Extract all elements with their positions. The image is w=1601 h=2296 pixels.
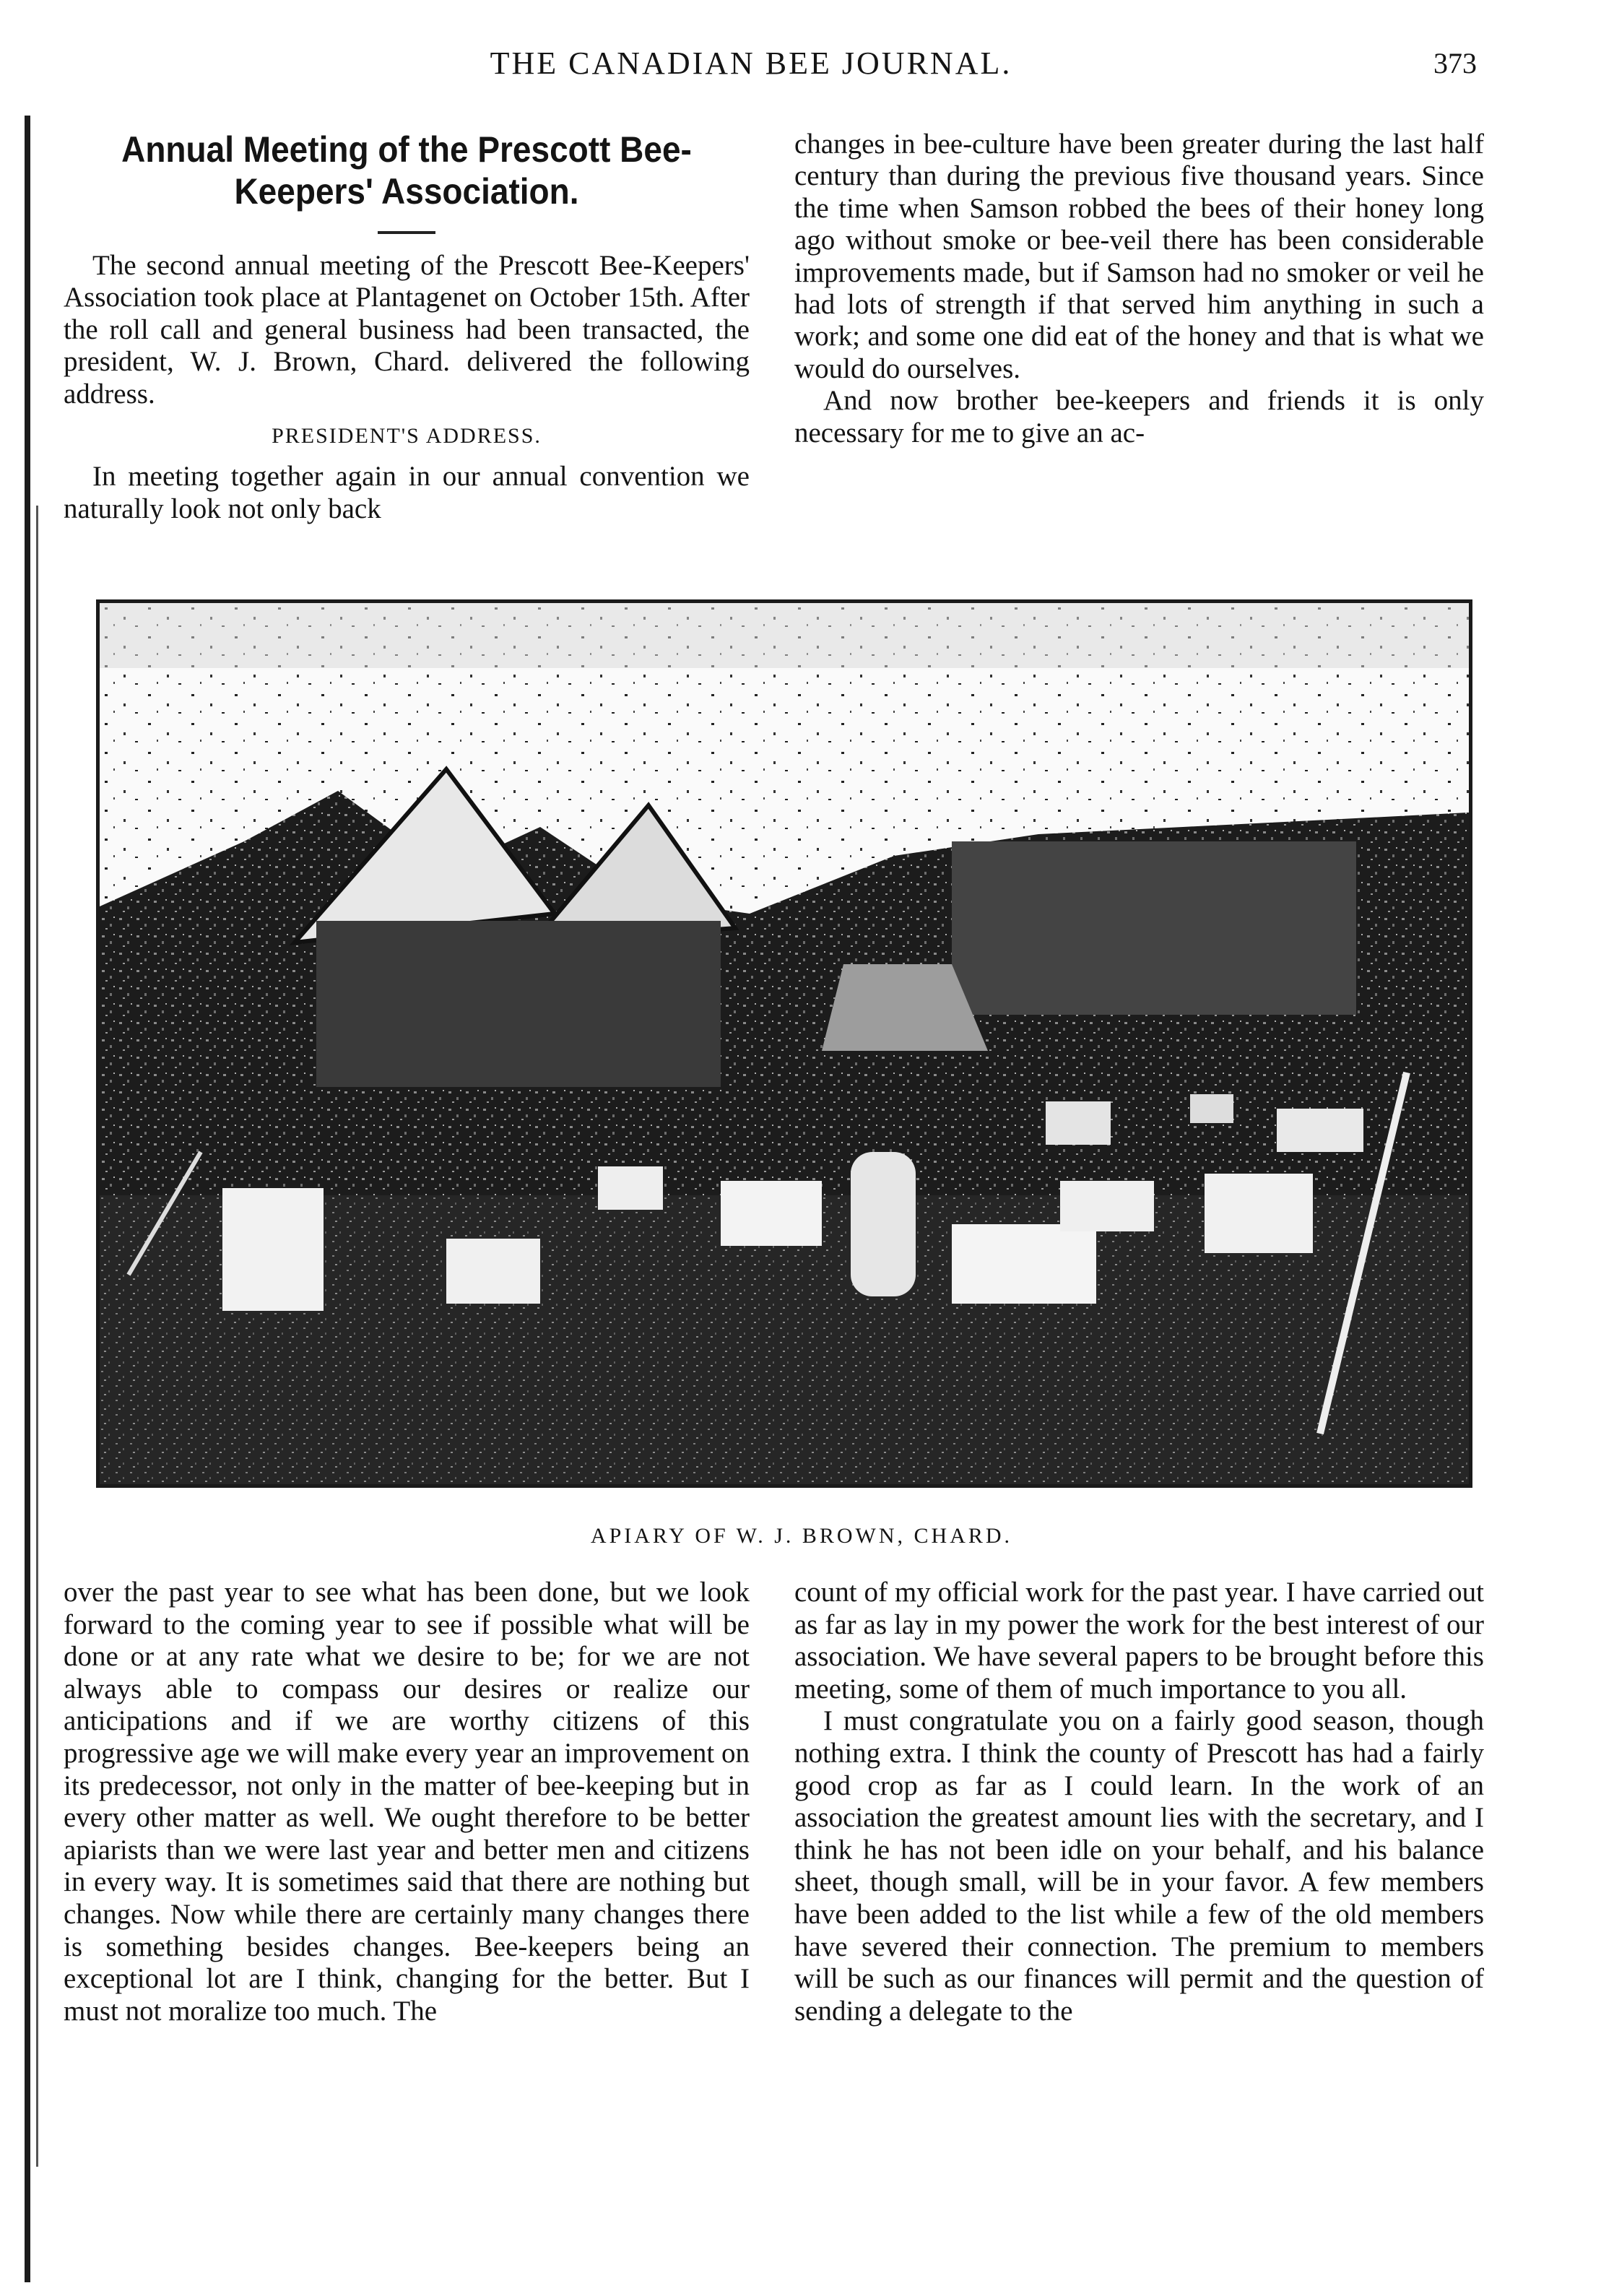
page-number: 373 — [1433, 47, 1477, 79]
binding-edge — [25, 116, 30, 2282]
address-paragraph-2-start: And now brother bee-keepers and friends it is only necessary for me to give an ac- — [794, 385, 1484, 449]
address-paragraph-3: I must congratulate you on a fairly good season, though nothing extra. I think the county of Prescott has had a fairly good crop as far as I could learn. In the work of an association the greatest amount lies with the secretary, and I think he has not been idle on your behalf, and his balance sheet, though small, will be in your favor. A few members have been added to the list while a few of the old members have severed their connection. The premium to members will be such as our finances will permit and the question of sending a delegate to the — [794, 1705, 1484, 2027]
column-bottom-left — [64, 1577, 750, 2027]
column-bottom-right — [794, 1577, 1484, 2027]
figure-caption: APIARY OF W. J. BROWN, CHARD. — [590, 1524, 1013, 1548]
address-paragraph-2-end: count of my official work for the past year. I have carried out as far as lay in my power the work for the best interest of our association. We have several papers to be brought before this meeting, some of them of much importance to you all. — [794, 1577, 1484, 1704]
address-paragraph-1-continued: changes in bee-culture have been greater during the last half century than during the previous five thousand years. Since the time when Samson robbed the bees of their honey long ago without smoke or bee-veil there has been considerable improvements made, but if Samson had no smoker or veil he had lots of strength if that served him anything in such a work; and some one did eat of the honey and that is what we would do ourselves. — [794, 129, 1484, 384]
address-paragraph-1-start: In meeting together again in our annual convention we naturally look not only back — [64, 461, 750, 524]
address-paragraph-1-end: over the past year to see what has been done, but we look forward to the coming year to see if possible what will be done or at any rate what we desire to be; for we are not always able to compass our desires or realize our anticipations and if we are worthy citizens of this progressive age we will make every year an improvement on its predecessor, not only in the matter of bee-keeping but in every other matter as well. We ought therefore to be better apiarists than we were last year and better men and citizens in every way. It is sometimes said that there are nothing but changes. Now while there are certainly many changes there is something besides changes. Bee-keepers being an exceptional lot are I think, changing for the better. But I must not moralize too much. The — [64, 1577, 750, 2027]
article-title: Annual Meeting of the Prescott Bee-Keepers' Association. — [121, 129, 692, 212]
running-head: THE CANADIAN BEE JOURNAL. — [490, 46, 1012, 81]
title-divider — [378, 231, 435, 234]
intro-paragraph: The second annual meeting of the Prescott Bee-Keepers' Association took place at Plantagenet on October 15th. After the roll call and general business had been transacted, the president, W. J. Brown, Chard. delivered the following address. — [64, 250, 750, 410]
apiary-photograph — [96, 599, 1472, 1488]
column-top-right — [794, 129, 1484, 449]
section-heading: PRESIDENT'S ADDRESS. — [272, 424, 542, 449]
column-top-left — [64, 129, 750, 525]
binding-shadow — [36, 506, 38, 2167]
